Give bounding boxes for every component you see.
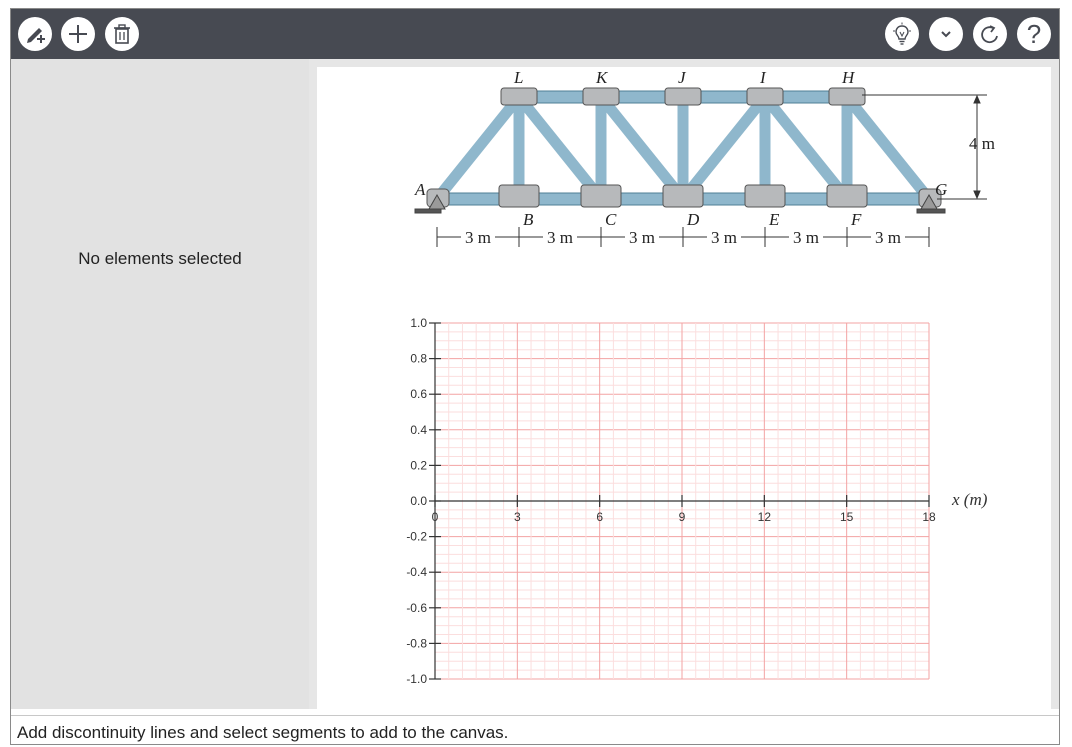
y-tick-label: 0.8 (410, 351, 427, 366)
status-message: Add discontinuity lines and select segments to add to the canvas. (17, 723, 509, 742)
x-tick-label: 12 (757, 510, 772, 524)
span-dimension-label: 3 m (629, 228, 655, 247)
joint-label-a: A (415, 180, 426, 199)
x-tick-label: 18 (922, 510, 936, 524)
delete-button[interactable] (105, 17, 139, 51)
sidebar-empty-message: No elements selected (78, 249, 242, 268)
x-axis-label: x (m) (952, 490, 988, 509)
pen-plus-icon (23, 22, 47, 46)
joint-label-c: C (605, 210, 617, 229)
trash-icon (111, 23, 133, 45)
y-tick-label: -0.8 (406, 636, 427, 651)
y-tick-label: -1.0 (406, 672, 427, 686)
help-button[interactable] (1017, 17, 1051, 51)
chevron-down-icon (936, 24, 956, 44)
app-frame (10, 8, 1060, 745)
span-dimension-label: 3 m (711, 228, 737, 247)
span-dimension-label: 3 m (875, 228, 901, 247)
joint-label-l: L (514, 68, 524, 87)
gusset-plate (499, 185, 539, 207)
joint-label-j: J (678, 68, 686, 87)
gusset-plate (827, 185, 867, 207)
add-discontinuity-button[interactable] (18, 17, 52, 51)
toolbar (11, 9, 1059, 59)
y-tick-label: -0.2 (406, 529, 427, 544)
y-tick-label: 1.0 (410, 316, 427, 330)
hint-button[interactable] (885, 17, 919, 51)
gusset-plate (747, 88, 783, 105)
x-tick-label: 0 (431, 510, 439, 524)
joint-label-k: K (596, 68, 608, 87)
x-tick-label: 15 (839, 510, 854, 524)
span-dimension-label: 3 m (465, 228, 491, 247)
diagram-chart[interactable] (406, 316, 987, 686)
help-icon: ? (1026, 19, 1042, 49)
status-divider (11, 715, 1059, 716)
joint-label-f: F (851, 210, 862, 229)
gusset-plate (501, 88, 537, 105)
height-dimension-label: 4 m (969, 134, 995, 153)
gusset-plate (663, 185, 703, 207)
truss-figure (414, 68, 995, 247)
plus-icon (66, 22, 90, 46)
gusset-plate (829, 88, 865, 105)
joint-label-d: D (687, 210, 700, 229)
span-dimension-label: 3 m (547, 228, 573, 247)
joint-label-e: E (769, 210, 780, 229)
y-tick-label: 0.0 (410, 494, 427, 508)
joint-label-h: H (842, 68, 855, 87)
span-dimension-label: 3 m (793, 228, 819, 247)
y-tick-label: -0.4 (406, 565, 427, 580)
canvas-svg (317, 67, 1051, 713)
y-tick-label: 0.4 (410, 422, 427, 437)
canvas-area (309, 59, 1059, 709)
joint-label-i: I (760, 68, 766, 87)
add-segment-button[interactable] (61, 17, 95, 51)
redo-arrow-icon (978, 22, 1002, 46)
sidebar (11, 59, 309, 709)
gusset-plate (665, 88, 701, 105)
gusset-plate (583, 88, 619, 105)
drawing-canvas[interactable] (317, 67, 1051, 713)
collapse-button[interactable] (929, 17, 963, 51)
gusset-plate (745, 185, 785, 207)
y-tick-label: 0.6 (410, 387, 427, 402)
x-tick-label: 6 (596, 510, 604, 524)
x-tick-label: 3 (513, 510, 521, 524)
undo-button[interactable] (973, 17, 1007, 51)
y-tick-label: 0.2 (410, 458, 427, 473)
joint-label-g: G (935, 180, 948, 199)
gusset-plate (581, 185, 621, 207)
y-tick-label: -0.6 (406, 600, 427, 615)
lightbulb-icon (890, 22, 914, 46)
x-tick-label: 9 (678, 510, 686, 524)
joint-label-b: B (523, 210, 534, 229)
